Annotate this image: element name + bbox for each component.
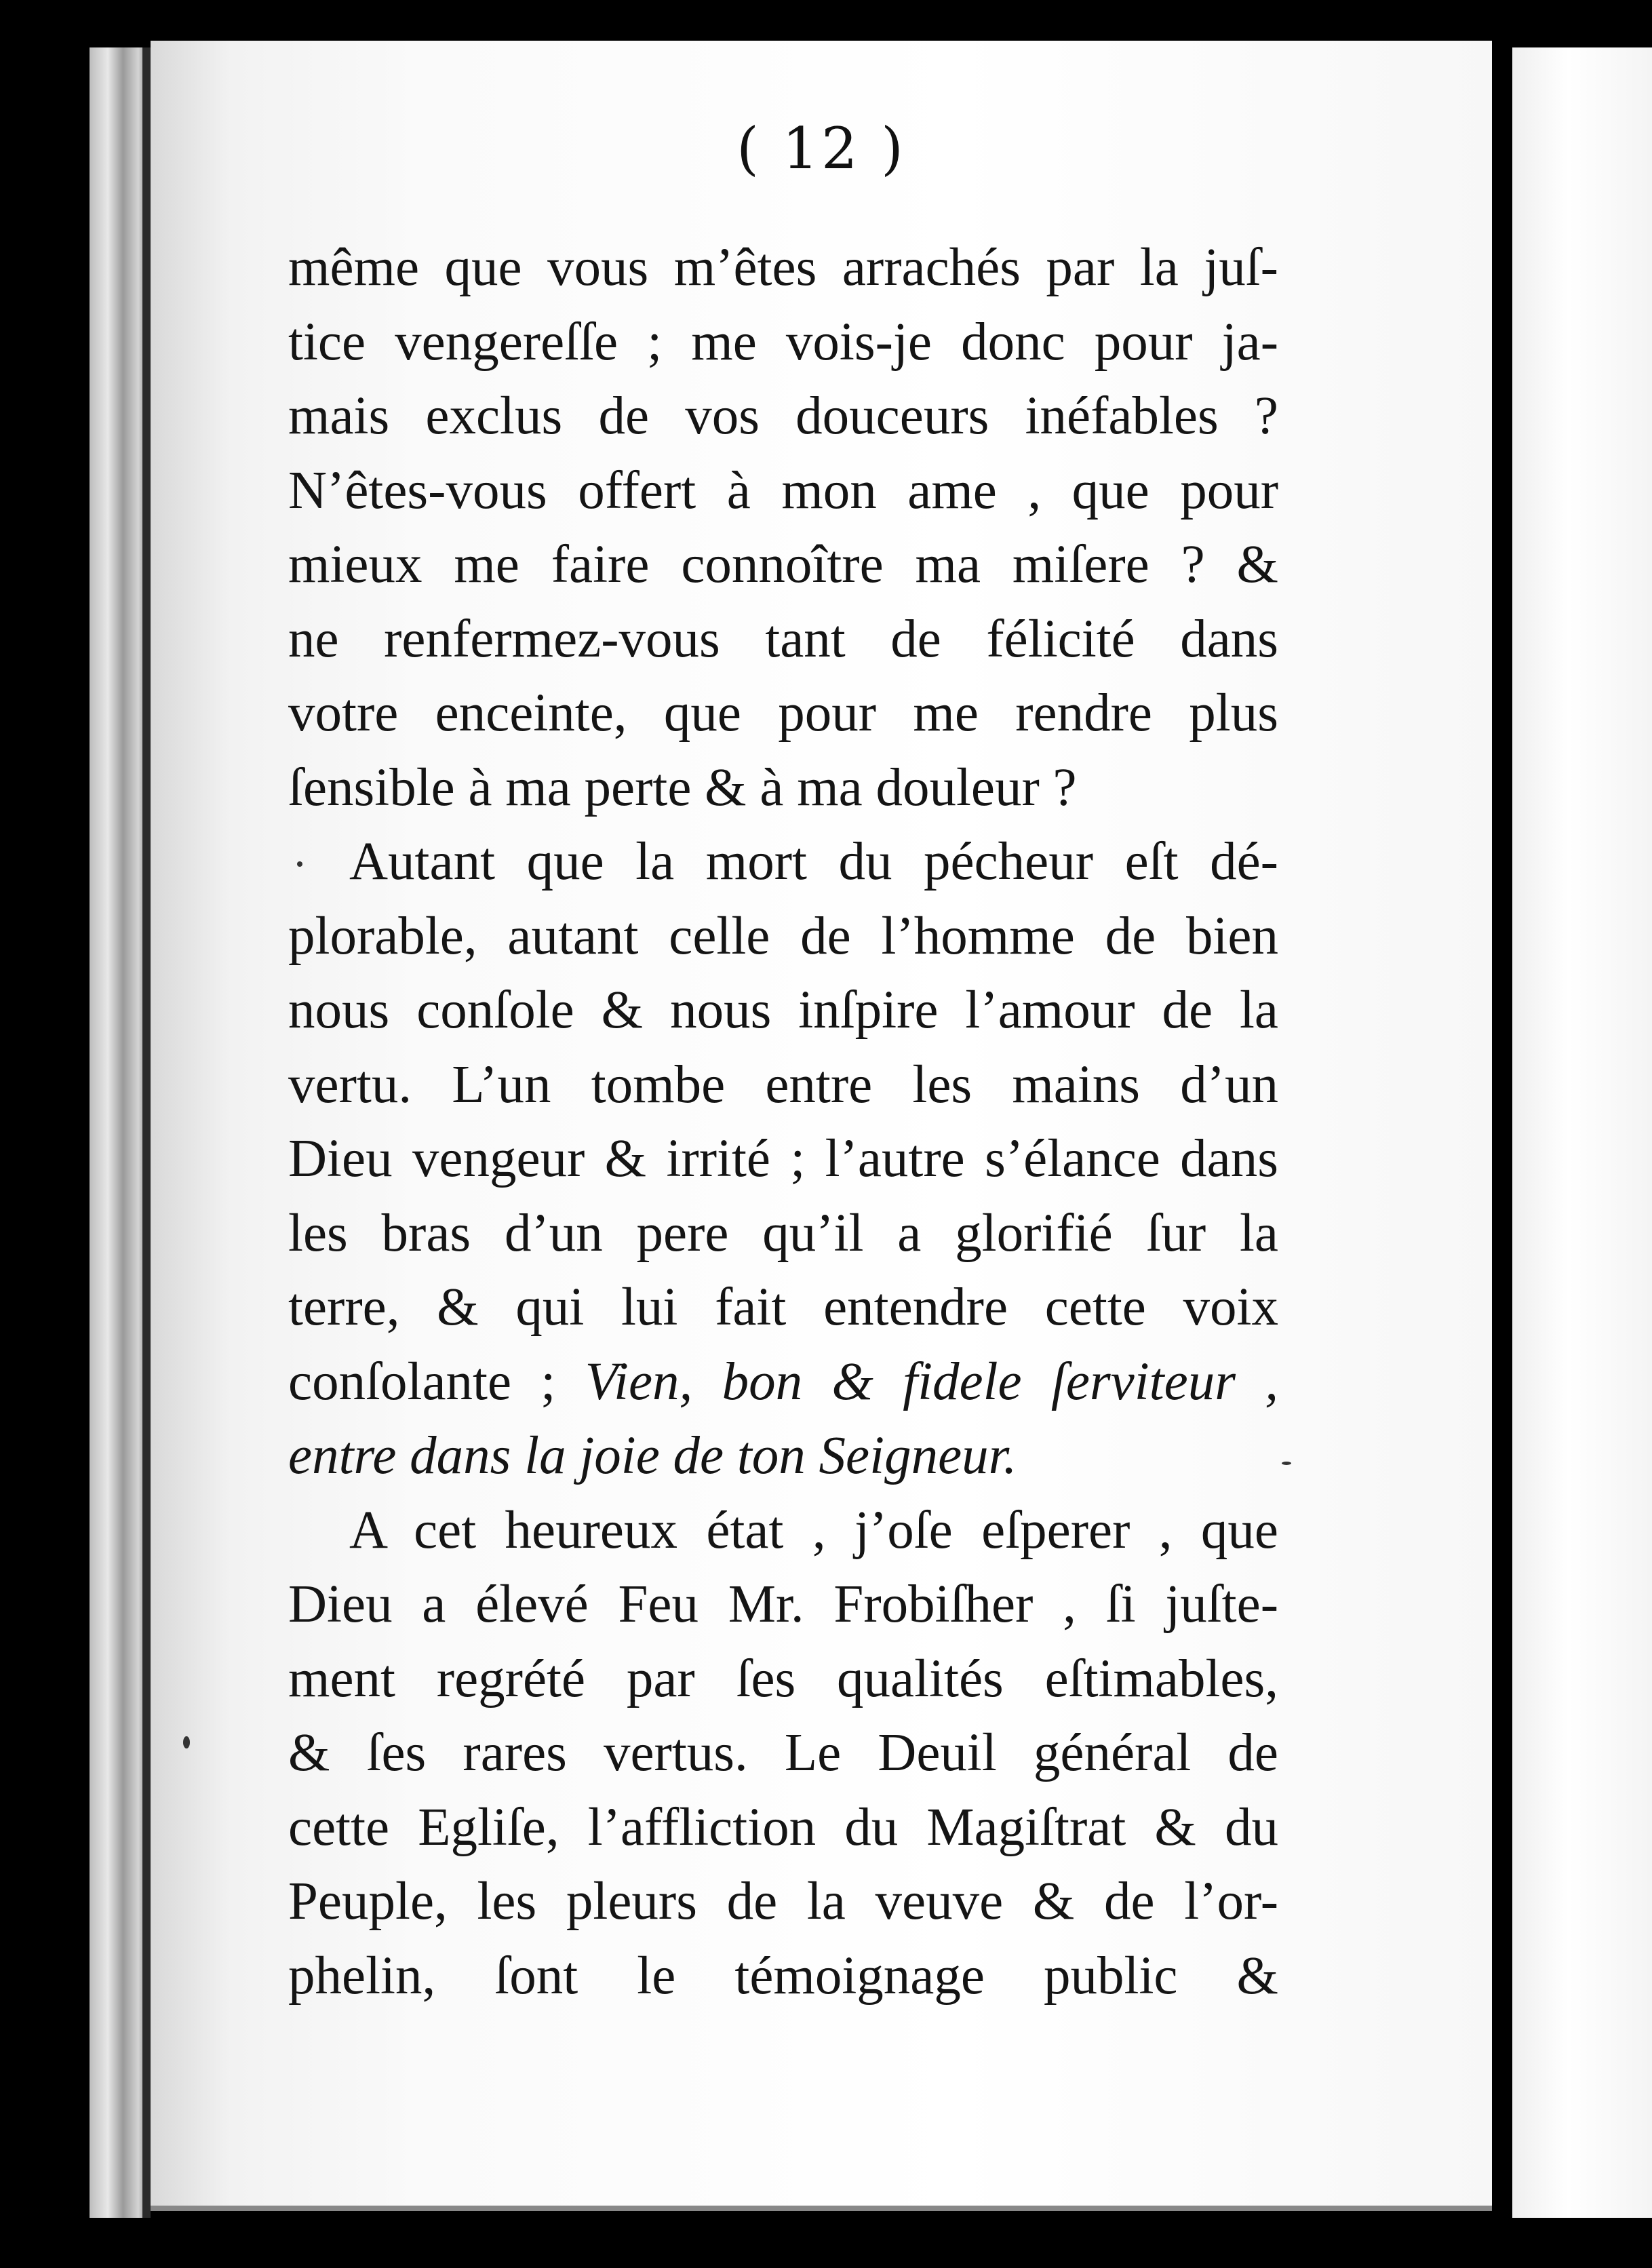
text-line: tice vengereſſe ; me vois-je donc pour ja- xyxy=(288,312,1278,372)
text-line: Peuple, les pleurs de la veuve & de l’or- xyxy=(288,1872,1278,1931)
text-line: mais exclus de vos douceurs inéfables ? xyxy=(288,387,1278,446)
text-line xyxy=(288,1345,1278,1420)
facing-page-edge xyxy=(1512,47,1652,2218)
text-line: ne renfermez-vous tant de félicité dans xyxy=(288,609,1278,669)
text-line: entre dans la joie de ton Seigneur. xyxy=(288,1426,1017,1485)
scan-speck xyxy=(1282,1462,1291,1465)
text-line: votre enceinte, que pour me rendre plus xyxy=(288,684,1278,743)
text-line: Autant que la mort du pécheur eſt dé- xyxy=(349,832,1278,891)
text-line: Dieu vengeur & irrité ; l’autre s’élance dans xyxy=(288,1129,1278,1188)
text-line: phelin, ſont le témoignage public & xyxy=(288,1946,1278,2006)
text-line: ſensible à ma perte & à ma douleur ? xyxy=(288,758,1077,817)
text-line: N’êtes-vous offert à mon ame , que pour xyxy=(288,461,1278,520)
text-line: plorable, autant celle de l’homme de bien xyxy=(288,906,1278,966)
text-line: Dieu a élevé Feu Mr. Frobiſher , ſi juſte- xyxy=(288,1575,1278,1634)
text-line-roman: conſolante ; xyxy=(288,1352,556,1411)
book-spine-edge xyxy=(90,47,151,2218)
text-line-italic: Vien, bon & fidele ſerviteur , xyxy=(585,1352,1278,1411)
body-text xyxy=(288,231,1278,2013)
text-line: même que vous m’êtes arrachés par la juſ- xyxy=(288,238,1278,297)
page-number-header: ( 12 ) xyxy=(736,115,906,182)
text-line: mieux me faire connoître ma miſere ? & xyxy=(288,535,1278,594)
text-line: ment regrété par ſes qualités eſtimables, xyxy=(288,1649,1278,1708)
text-line: terre, & qui lui fait entendre cette voix xyxy=(288,1278,1278,1337)
text-line: & ſes rares vertus. Le Deuil général de xyxy=(288,1723,1278,1782)
text-line: cette Egliſe, l’affliction du Magiſtrat & du xyxy=(288,1797,1278,1857)
text-line: les bras d’un pere qu’il a glorifié ſur la xyxy=(288,1203,1278,1263)
text-line: nous conſole & nous inſpire l’amour de la xyxy=(288,981,1278,1040)
text-line: vertu. L’un tombe entre les mains d’un xyxy=(288,1055,1278,1114)
scan-speck xyxy=(183,1736,190,1748)
text-line: A cet heureux état , j’oſe eſperer , que xyxy=(349,1500,1278,1560)
spine-shadow-line xyxy=(142,47,151,2218)
scan-speck xyxy=(297,861,302,867)
